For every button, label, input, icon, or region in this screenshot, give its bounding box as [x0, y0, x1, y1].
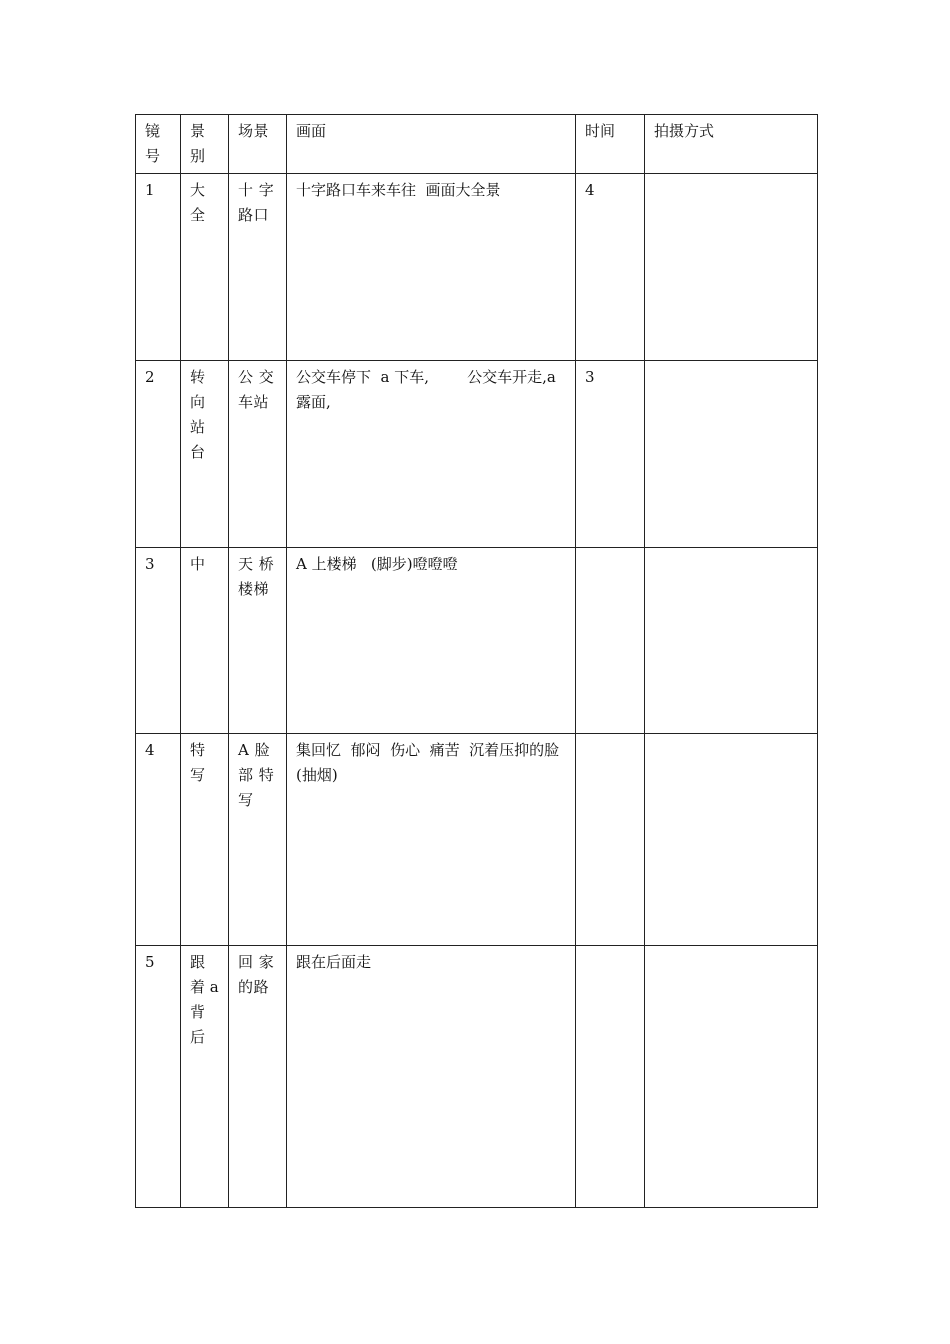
table-row — [136, 734, 818, 946]
cell-shooting-method — [645, 174, 818, 361]
header-scene: 场景 — [229, 115, 287, 174]
table-header-row — [136, 115, 818, 174]
cell-scene: 回 家 的路 — [229, 946, 287, 1208]
header-shooting-method: 拍摄方式 — [645, 115, 818, 174]
header-shot-size: 景 别 — [181, 115, 229, 174]
header-shot-number: 镜 号 — [136, 115, 181, 174]
cell-shot-size: 大 全 — [181, 174, 229, 361]
cell-shooting-method — [645, 361, 818, 548]
cell-picture: 跟在后面走 — [287, 946, 576, 1208]
header-time: 时间 — [576, 115, 645, 174]
cell-shot-number: 5 — [136, 946, 181, 1208]
cell-scene: 公 交 车站 — [229, 361, 287, 548]
cell-shot-number: 3 — [136, 548, 181, 734]
cell-shot-size: 跟 着 a 背 后 — [181, 946, 229, 1208]
table-row — [136, 946, 818, 1208]
cell-time — [576, 548, 645, 734]
cell-shot-number: 4 — [136, 734, 181, 946]
cell-scene: A 脸 部 特 写 — [229, 734, 287, 946]
cell-picture: 集回忆 郁闷 伤心 痛苦 沉着压抑的脸(抽烟) — [287, 734, 576, 946]
header-picture: 画面 — [287, 115, 576, 174]
cell-shooting-method — [645, 946, 818, 1208]
cell-scene: 天 桥 楼梯 — [229, 548, 287, 734]
table-row — [136, 361, 818, 548]
cell-scene: 十 字 路口 — [229, 174, 287, 361]
cell-shot-number: 1 — [136, 174, 181, 361]
cell-shot-number: 2 — [136, 361, 181, 548]
table-row — [136, 548, 818, 734]
cell-shooting-method — [645, 548, 818, 734]
cell-shot-size: 特 写 — [181, 734, 229, 946]
cell-picture: 十字路口车来车往 画面大全景 — [287, 174, 576, 361]
cell-time — [576, 734, 645, 946]
storyboard-table — [135, 114, 818, 1208]
cell-picture: A 上楼梯 (脚步)噔噔噔 — [287, 548, 576, 734]
cell-picture: 公交车停下 a 下车, 公交车开走,a 露面, — [287, 361, 576, 548]
cell-shooting-method — [645, 734, 818, 946]
cell-time: 3 — [576, 361, 645, 548]
cell-shot-size: 中 — [181, 548, 229, 734]
cell-time: 4 — [576, 174, 645, 361]
cell-shot-size: 转 向 站 台 — [181, 361, 229, 548]
table-row — [136, 174, 818, 361]
cell-time — [576, 946, 645, 1208]
